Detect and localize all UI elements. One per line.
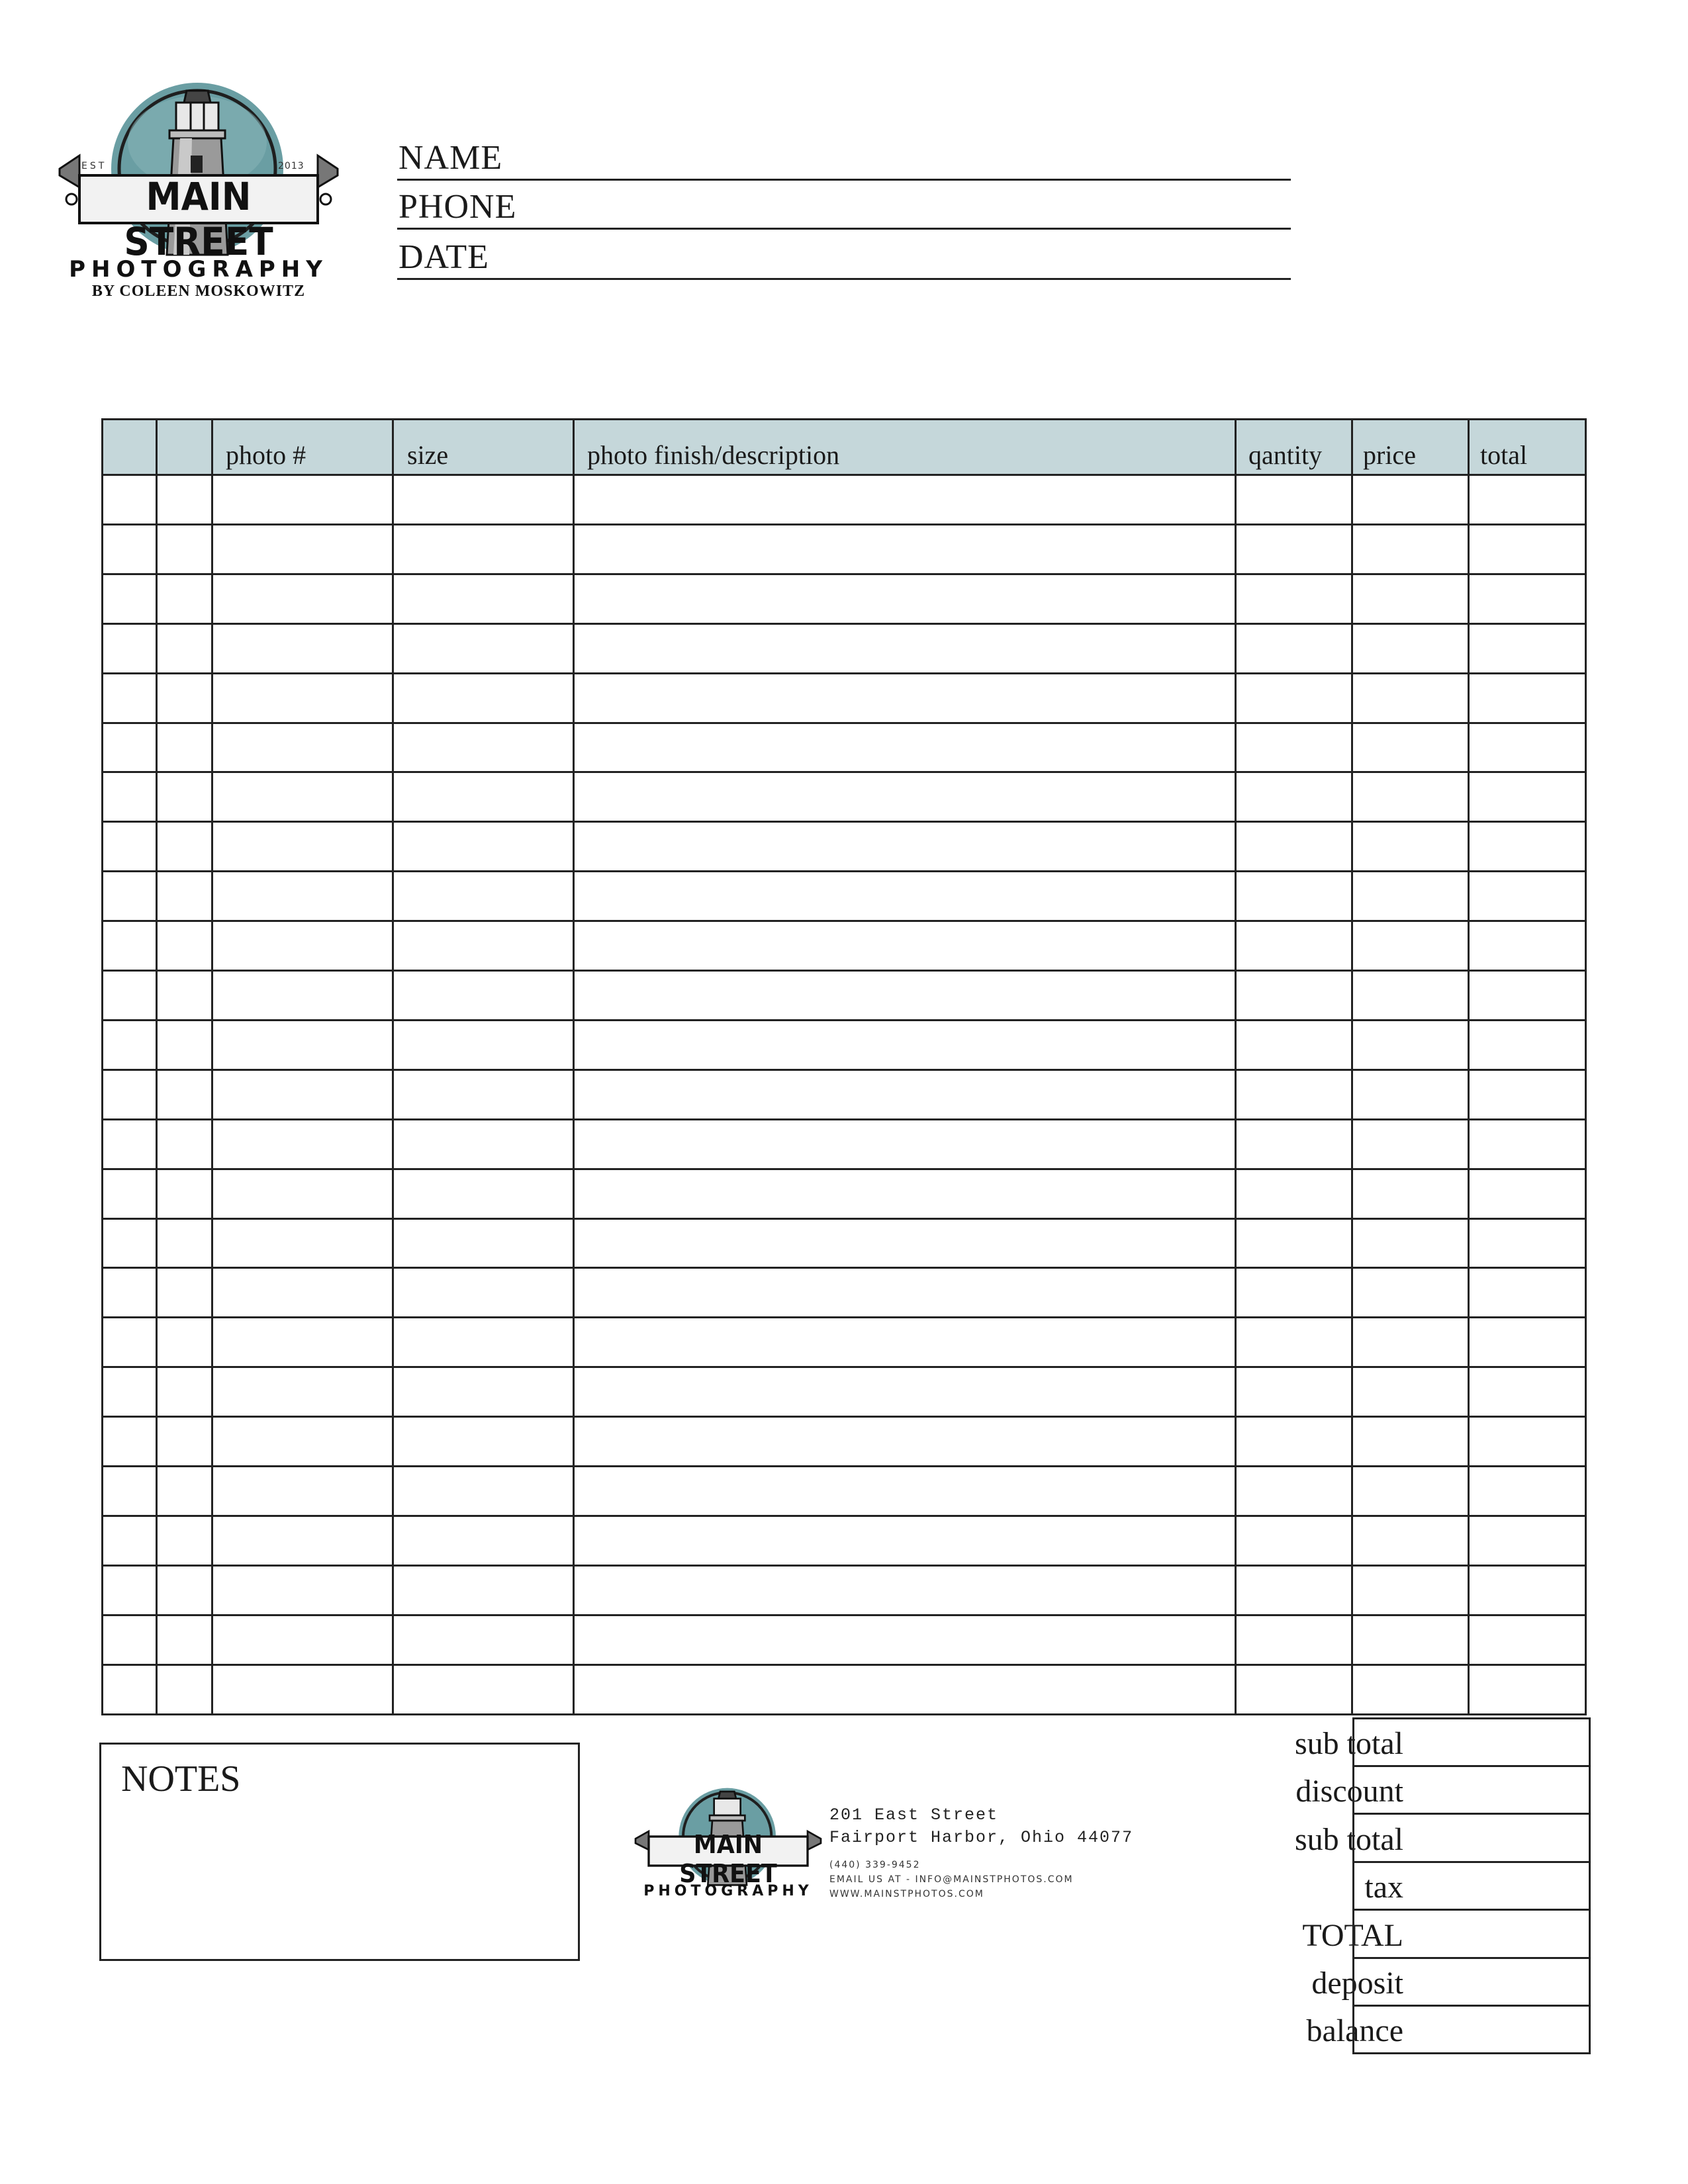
address-line-2: Fairport Harbor, Ohio 44077	[829, 1828, 1134, 1847]
notes-box[interactable]	[99, 1743, 580, 1961]
column-header-total: total	[1480, 440, 1528, 470]
date-label: DATE	[399, 238, 489, 276]
phone-field[interactable]	[397, 179, 1291, 230]
table-row[interactable]	[101, 1170, 1587, 1218]
totals-value-discount[interactable]	[1352, 1765, 1591, 1815]
table-row[interactable]	[101, 1616, 1587, 1664]
table-row[interactable]	[101, 1467, 1587, 1515]
totals-label-total: TOTAL	[1302, 1917, 1403, 1953]
footer-logo-subtitle: PHOTOGRAPHY	[643, 1883, 813, 1899]
table-row-divider	[101, 1713, 1587, 1715]
totals-value-total[interactable]	[1352, 1909, 1591, 1959]
totals-label-sub-total: sub total	[1295, 1821, 1403, 1857]
table-row[interactable]	[101, 724, 1587, 772]
table-row[interactable]	[101, 525, 1587, 573]
footer-website[interactable]: WWW.MAINSTPHOTOS.COM	[829, 1889, 984, 1899]
table-row[interactable]	[101, 872, 1587, 920]
footer-phone: (440) 339-9452	[829, 1860, 921, 1870]
phone-label: PHONE	[399, 188, 517, 226]
totals-value-tax[interactable]	[1352, 1861, 1591, 1911]
totals-label-discount: discount	[1295, 1774, 1403, 1809]
logo-est: EST	[81, 161, 107, 171]
column-header-quantity: qantity	[1248, 440, 1323, 470]
table-row[interactable]	[101, 1120, 1587, 1168]
logo-brand: MAIN STREET	[124, 174, 273, 264]
totals-label-sub-total: sub total	[1295, 1726, 1403, 1761]
table-row[interactable]	[101, 972, 1587, 1019]
footer-email[interactable]: EMAIL US AT - INFO@MAINSTPHOTOS.COM	[829, 1874, 1074, 1885]
name-field[interactable]	[397, 130, 1291, 181]
notes-label: NOTES	[121, 1758, 241, 1799]
table-row[interactable]	[101, 1517, 1587, 1565]
logo-subtitle: PHOTOGRAPHY	[69, 256, 328, 283]
totals-value-sub-total[interactable]	[1352, 1717, 1591, 1767]
totals-label-tax: tax	[1364, 1870, 1403, 1905]
table-row[interactable]	[101, 1368, 1587, 1416]
totals-label-deposit: deposit	[1311, 1966, 1403, 2001]
column-header-photo-number: photo #	[226, 440, 306, 470]
table-row[interactable]	[101, 1567, 1587, 1614]
footer-logo-brand: MAIN STREET	[679, 1830, 777, 1888]
totals-value-balance[interactable]	[1352, 2005, 1591, 2054]
table-row[interactable]	[101, 1269, 1587, 1316]
table-row[interactable]	[101, 1220, 1587, 1267]
table-row[interactable]	[101, 1666, 1587, 1713]
column-header-size: size	[407, 440, 449, 470]
order-table	[101, 418, 1587, 1742]
column-header-price: price	[1363, 440, 1416, 470]
table-row[interactable]	[101, 674, 1587, 722]
totals-top-border	[1352, 1717, 1589, 1719]
table-row[interactable]	[101, 823, 1587, 870]
table-row[interactable]	[101, 1071, 1587, 1118]
table-row[interactable]	[101, 575, 1587, 623]
table-row[interactable]	[101, 1418, 1587, 1465]
footer-logo	[635, 1784, 821, 1903]
table-row[interactable]	[101, 1318, 1587, 1366]
main-street-logo	[60, 83, 338, 311]
totals-value-sub-total[interactable]	[1352, 1813, 1591, 1863]
date-field[interactable]	[397, 229, 1291, 280]
table-row[interactable]	[101, 773, 1587, 821]
table-row[interactable]	[101, 625, 1587, 672]
totals-label-balance: balance	[1306, 2013, 1403, 2049]
table-row[interactable]	[101, 1021, 1587, 1069]
column-header-description: photo finish/description	[587, 440, 840, 470]
table-row[interactable]	[101, 922, 1587, 970]
logo-byline: BY COLEEN MOSKOWITZ	[91, 283, 306, 300]
address-line-1: 201 East Street	[829, 1805, 999, 1825]
table-row[interactable]	[101, 476, 1587, 523]
table-top-border	[101, 418, 1587, 420]
logo-year: 2013	[278, 161, 305, 171]
totals-value-deposit[interactable]	[1352, 1957, 1591, 2007]
name-label: NAME	[399, 139, 503, 177]
